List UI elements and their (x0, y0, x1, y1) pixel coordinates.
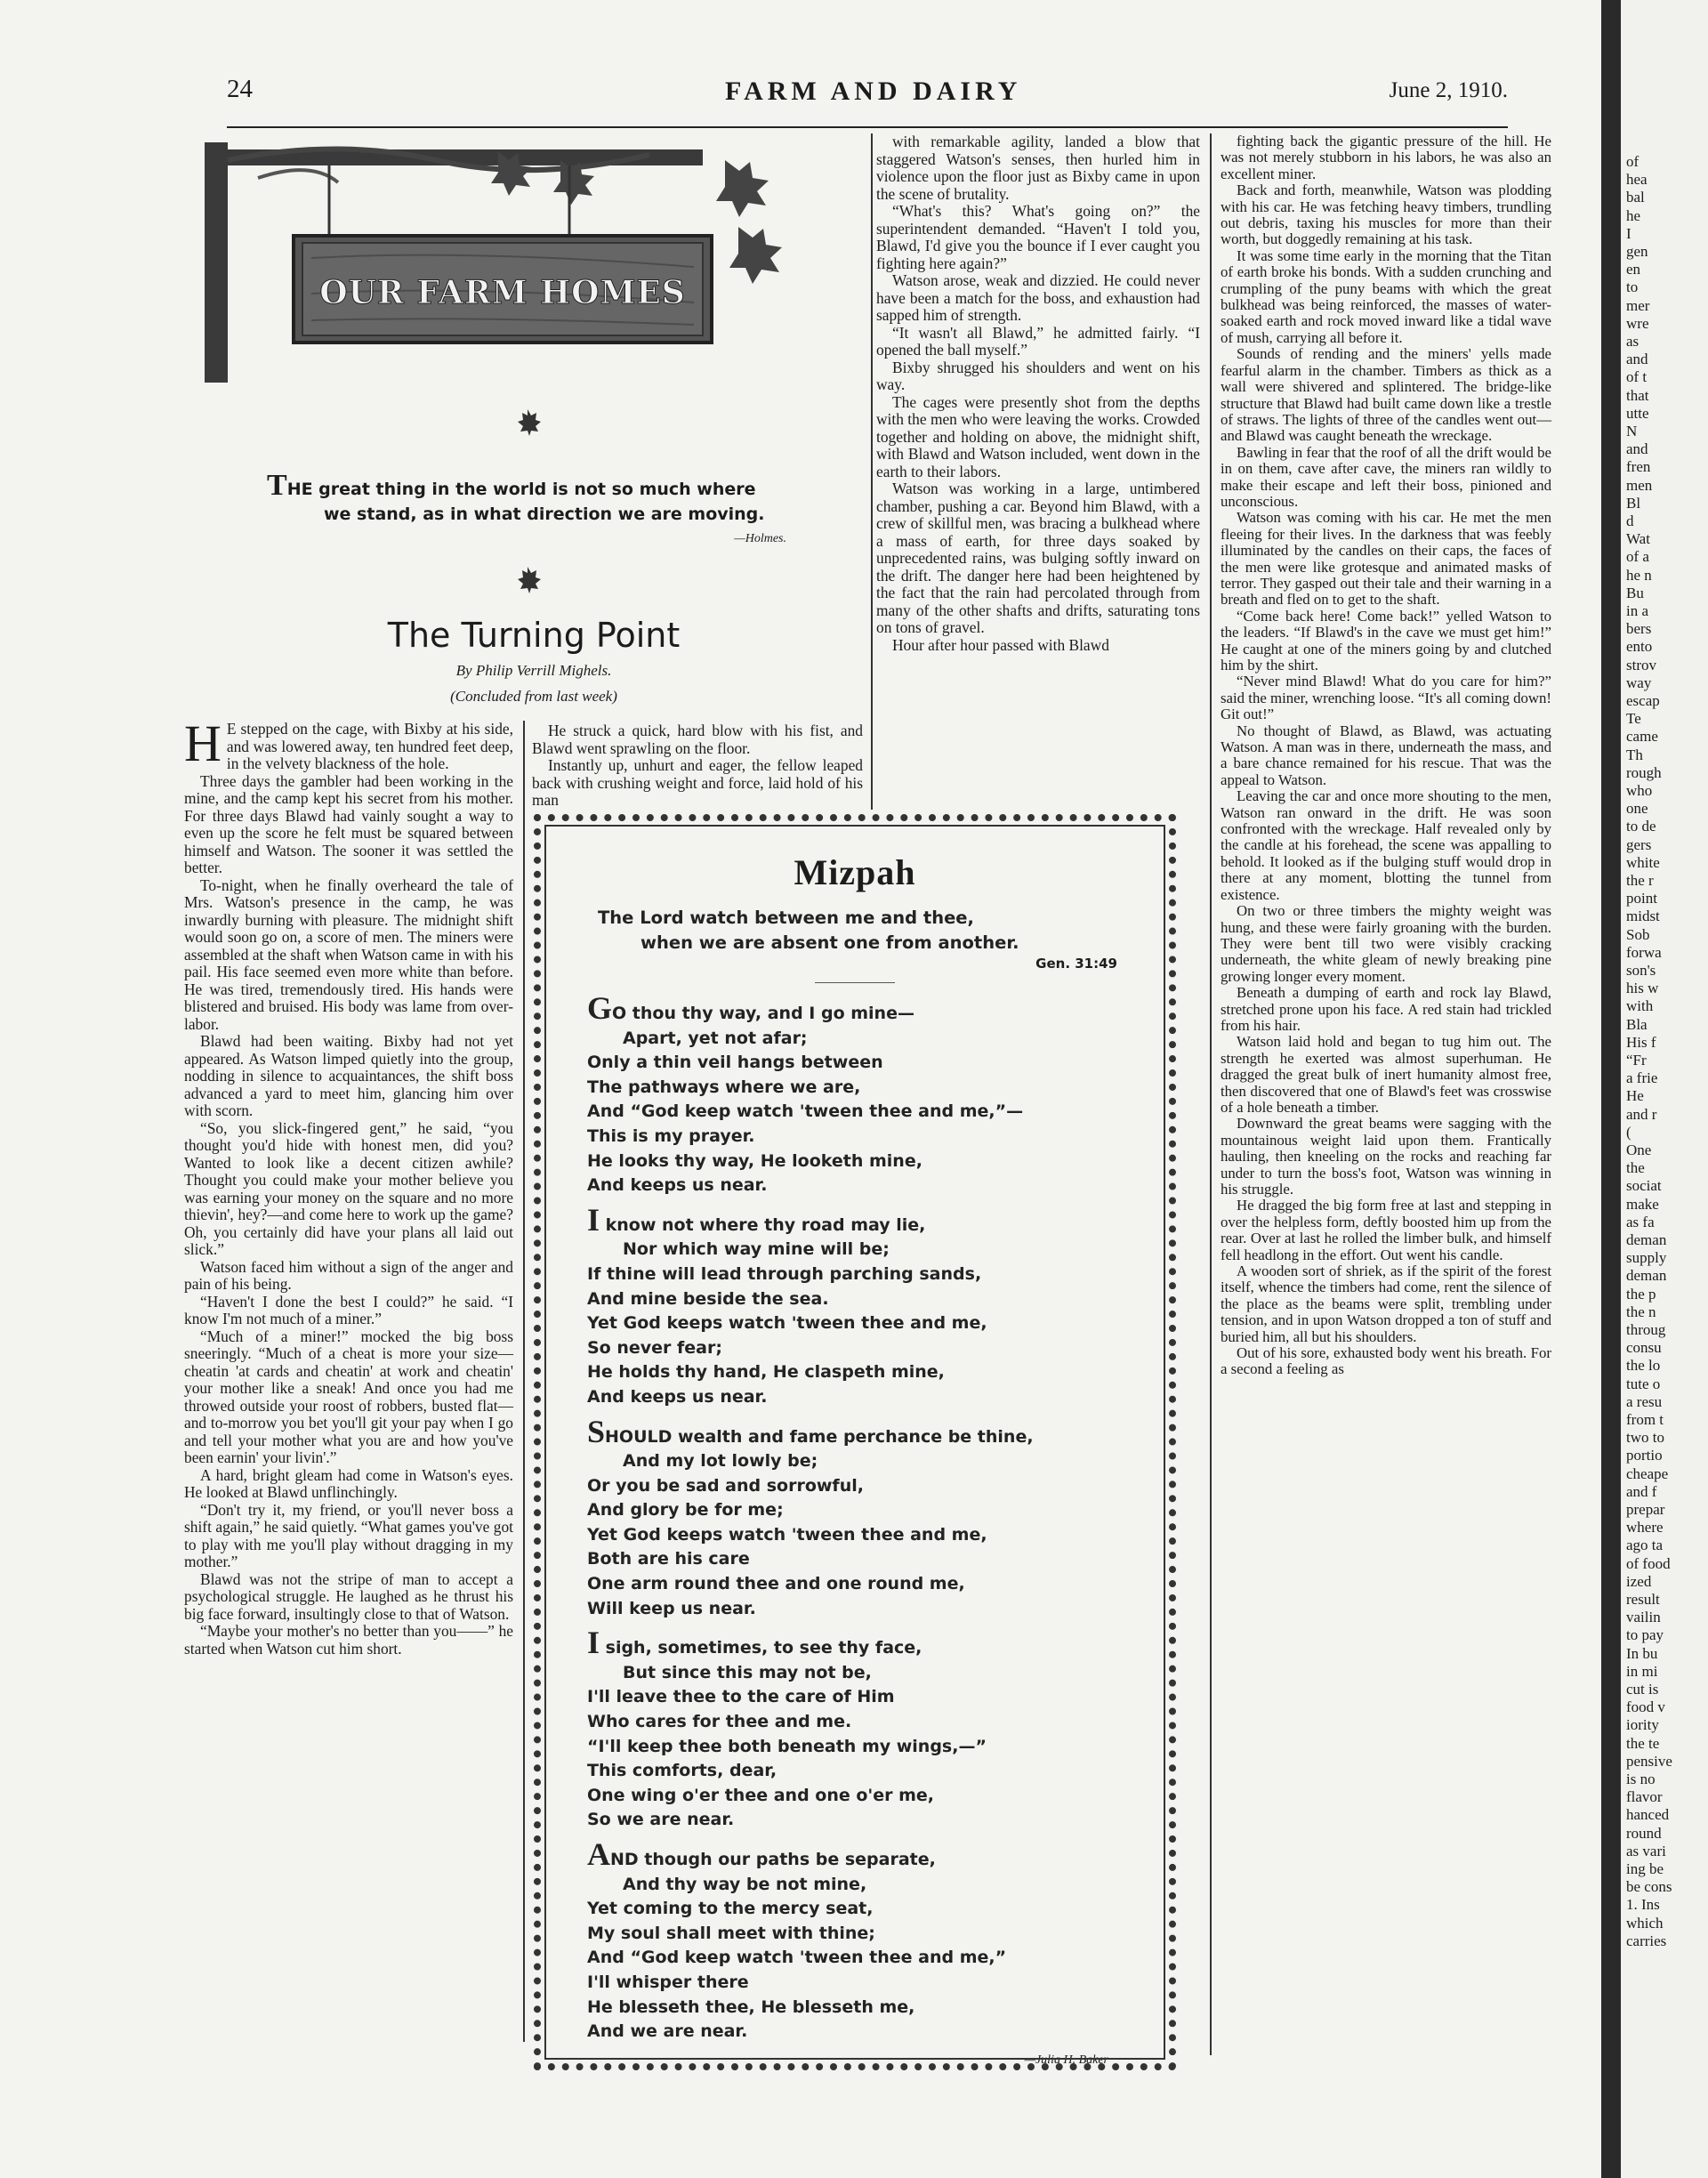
column-rule (1210, 133, 1212, 2055)
stanza-first-line (587, 1836, 1123, 1873)
adjacent-page-fragment: be cons (1626, 1878, 1672, 1896)
adjacent-page-fragment: of t (1626, 368, 1648, 386)
poem-line: Nor which way mine will be; (623, 1239, 890, 1260)
adjacent-page-fragment: rough (1626, 763, 1662, 781)
adjacent-page-fragment: make (1626, 1195, 1659, 1213)
story-paragraph: He struck a quick, hard blow with his fist, and Blawd went sprawling on the floor. (532, 722, 863, 757)
adjacent-page-fragment: a frie (1626, 1069, 1658, 1087)
adjacent-page-fragment: In bu (1626, 1644, 1658, 1662)
adjacent-page (1621, 0, 1708, 2178)
issue-date: June 2, 1910. (1389, 78, 1508, 102)
stanza-dropcap: I (587, 1625, 600, 1661)
poem-line: I'll leave thee to the care of Him (587, 1687, 895, 1707)
adjacent-page-fragment: son's (1626, 962, 1656, 979)
adjacent-page-fragment: utte (1626, 404, 1649, 422)
adjacent-page-fragment: one (1626, 800, 1648, 818)
poem-line: Yet God keeps watch 'tween thee and me, (587, 1313, 987, 1334)
story-opening: E stepped on the cage, with Bixby at his side, and was lowered away, ten hundred feet deep, in the velvety blackness of the hole. (226, 720, 513, 772)
adjacent-page-fragment: 1. Ins (1626, 1896, 1660, 1914)
story-paragraph: “Much of a miner!” mocked the big boss sneeringly. “Much of a cheat is more your size—cheatin 'at cards and cheatin' at work and cheatin' your mother like a sneak! And once you had me throwed outside your roost of robbers, busted flat—and to-morrow you bet you'll git your pay when I go and tell your mother what you are and how you've been earnin' your livin'.” (184, 1327, 513, 1466)
adjacent-page-fragment: cheape (1626, 1464, 1669, 1482)
story-paragraph: No thought of Blawd, as Blawd, was actuating Watson. A man was in there, underneath the mass, and a bare chance remained for his rescue. That was the appeal to Watson. (1221, 722, 1551, 788)
adjacent-page-fragment: the r (1626, 872, 1654, 889)
poem-line: Who cares for thee and me. (587, 1712, 852, 1732)
adjacent-page-fragment: flavor (1626, 1788, 1663, 1806)
poem-line: He looks thy way, He looketh mine, (587, 1150, 922, 1171)
poem-stanza (587, 1413, 1123, 1622)
adjacent-page-fragment: of food (1626, 1554, 1671, 1572)
adjacent-page-fragment: fren (1626, 458, 1651, 476)
story-dropcap: H (184, 714, 222, 772)
page-header (227, 71, 1508, 125)
poem-line: One arm round thee and one round me, (587, 1574, 965, 1594)
epigraph (267, 469, 801, 552)
epigraph-attribution: —Holmes. (734, 532, 786, 545)
adjacent-page-fragment: Sob (1626, 925, 1650, 943)
adjacent-page-fragment: gen (1626, 243, 1648, 260)
story-paragraph: Watson was working in a large, untimbered chamber, pushing a car. Beyond him Blawd, with a crew of skillful men, was bracing a bulkhead where a mass of earth, for three days soaked by unprecedented rains, was bulging softly inward on the drift. The danger here had been heightened by the fact that the rain had percolated through from many of the other shafts and drifts, saturating tons on tons of gravel. (876, 480, 1200, 636)
adjacent-page-fragment: pensive (1626, 1752, 1672, 1770)
story-paragraph: Watson arose, weak and dizzied. He could never have been a match for the boss, and exhaustion had sapped him of strength. (876, 271, 1200, 324)
adjacent-page-fragment: bers (1626, 620, 1652, 638)
stanza-first-line (587, 1625, 1123, 1661)
epigraph-dropcap: T (267, 469, 287, 502)
adjacent-page-fragment: N (1626, 423, 1638, 440)
poem-line: And keeps us near. (587, 1386, 768, 1407)
our-farm-homes-sign (205, 142, 792, 383)
adjacent-page-fragment: to (1626, 278, 1639, 296)
story-paragraph: Watson laid hold and began to tug him out. The strength he exerted was almost superhuman. He dragged the great bulk of inert humanity almost free, then discovered that one of Blawd's feet was crosswise of a hole beneath a timber. (1221, 1033, 1551, 1116)
adjacent-page-fragment: the te (1626, 1734, 1660, 1752)
adjacent-page-fragment: that (1626, 386, 1649, 404)
adjacent-page-fragment: white (1626, 853, 1660, 871)
story-paragraph: Downward the great beams were sagging with the mountainous weight laid upon them. Frantically hauling, then kneeling on the rocks and reaching far under to turn the boss's foot, Watson was winning in his struggle. (1221, 1115, 1551, 1198)
sign-text: OUR FARM HOMES (319, 274, 686, 311)
poem-line: And glory be for me; (587, 1500, 784, 1521)
adjacent-page-fragment: a resu (1626, 1392, 1663, 1410)
poem-line: Apart, yet not afar; (623, 1028, 808, 1048)
stanza-first-line (587, 1201, 1123, 1238)
poem-invocation (587, 906, 1123, 956)
adjacent-page-fragment: to pay (1626, 1626, 1664, 1644)
adjacent-page-fragment: consu (1626, 1339, 1662, 1357)
poem-stanza (587, 1625, 1123, 1833)
adjacent-page-fragment: of a (1626, 548, 1649, 566)
adjacent-page-fragment: throug (1626, 1321, 1666, 1338)
adjacent-page-fragment: and f (1626, 1482, 1657, 1500)
adjacent-page-fragment: Wat (1626, 530, 1650, 548)
adjacent-page-fragment: ized (1626, 1572, 1652, 1590)
adjacent-page-fragment: food v (1626, 1698, 1665, 1716)
story-paragraph: Beneath a dumping of earth and rock lay Blawd, stretched prone upon his face. A red stain had trickled from his hair. (1221, 984, 1551, 1034)
adjacent-page-fragment: and r (1626, 1105, 1657, 1123)
adjacent-page-fragment: he (1626, 206, 1641, 224)
story-paragraph: Out of his sore, exhausted body went his breath. For a second a feeling as (1221, 1344, 1551, 1378)
adjacent-page-fragment: prepar (1626, 1501, 1665, 1518)
poem-line: Or you be sad and sorrowful, (587, 1475, 864, 1496)
adjacent-page-fragment: Th (1626, 746, 1643, 763)
story-column-2 (532, 722, 863, 810)
adjacent-page-fragment: who (1626, 782, 1653, 799)
adjacent-page-fragment: round (1626, 1824, 1662, 1842)
poem-line: So we are near. (587, 1810, 735, 1830)
story-paragraph: Watson faced him without a sign of the anger and pain of his being. (184, 1257, 513, 1293)
poem-line: And thy way be not mine, (623, 1874, 867, 1894)
story-paragraph: Bawling in fear that the roof of all the drift would be in on them, cave after cave, the miners ran wildly to make their escape and left their boss, pinioned and unconscious. (1221, 443, 1551, 510)
adjacent-page-fragment: two to (1626, 1429, 1664, 1447)
poem-line: And my lot lowly be; (623, 1451, 818, 1472)
story-paragraph: To-night, when he finally overheard the tale of Mrs. Watson's presence in the camp, he was inwardly burning with pleasure. The midnight shift would soon go on, a score of men. The miners were assembled at the shaft when Watson came in with his pail. His face seemed even more white than before. He was tired, tremendously tired. His hands were blistered and bruised. His body was lame from over-labor. (184, 875, 513, 1033)
adjacent-page-fragment: escap (1626, 692, 1660, 709)
adjacent-page-fragment: the (1626, 1159, 1645, 1177)
stanza-first-line (587, 1413, 1123, 1450)
poem-line: So never fear; (587, 1337, 722, 1358)
adjacent-page-fragment: men (1626, 476, 1653, 494)
poem-line: Both are his care (587, 1549, 750, 1569)
maple-leaf-icon (514, 565, 541, 593)
poem-line: And keeps us near. (587, 1175, 768, 1196)
adjacent-page-fragment: hanced (1626, 1806, 1670, 1824)
story-paragraph: Back and forth, meanwhile, Watson was plodding with his car. He was fetching heavy timbers, trundling out debris, taxing his muscles for more than their worth, but doggedly remaining at his task. (1221, 182, 1551, 248)
story-paragraph: Blawd had been waiting. Bixby had not yet appeared. As Watson limped quietly into the group, nodding in silence to acquaintances, the shift boss advanced a yard to meet him, glancing him over with scorn. (184, 1032, 513, 1119)
story-column-3 (876, 133, 1200, 654)
poem-stanzas (587, 990, 1123, 2045)
story-paragraph: “What's this? What's going on?” the superintendent demanded. “Haven't I told you, Blawd, I'd give you the bounce if I ever caught you fighting here again?” (876, 202, 1200, 272)
adjacent-page-fragment: mer (1626, 296, 1650, 314)
epigraph-line-2: we stand, as in what direction we are moving. (324, 504, 765, 524)
adjacent-page-fragment: tute o (1626, 1375, 1661, 1392)
poem-line: My soul shall meet with thine; (587, 1923, 875, 1943)
adjacent-page-fragment: ( (1626, 1123, 1631, 1141)
mizpah-poem-box (534, 814, 1176, 2070)
adjacent-page-fragment: gers (1626, 835, 1652, 853)
story-paragraph: A wooden sort of shriek, as if the spirit of the forest itself, whence the timbers had come, rent the silence of the place as the beams were split, trembling under tension, and in upon Watson dropped a ton of stuff and buried him, all but his shoulders. (1221, 1262, 1551, 1345)
adjacent-page-fragment: Bl (1626, 494, 1641, 512)
adjacent-page-fragment: vailin (1626, 1609, 1661, 1626)
adjacent-page-fragment: ago ta (1626, 1537, 1664, 1554)
adjacent-page-fragment: Te (1626, 710, 1641, 728)
poem-line: I'll whisper there (587, 1972, 749, 1992)
story-paragraph: “Haven't I done the best I could?” he said. “I know I'm not much of a miner.” (184, 1292, 513, 1327)
adjacent-page-fragment: in a (1626, 602, 1649, 619)
adjacent-page-fragment: bal (1626, 189, 1645, 206)
column-rule (523, 721, 525, 2042)
adjacent-page-fragment: sociat (1626, 1177, 1662, 1195)
story-paragraph: Bixby shrugged his shoulders and went on his way. (876, 358, 1200, 393)
story-paragraph: The cages were presently shot from the depths with the men who were leaving the works. Crowded together and holding on above, the midnight shift, with Blawd and Watson included, went down in the earth to their labors. (876, 392, 1200, 480)
stanza-first-line-text: HOULD wealth and fame perchance be thine, (605, 1426, 1034, 1447)
adjacent-page-fragment: the p (1626, 1285, 1656, 1303)
adjacent-page-fragment: portio (1626, 1447, 1663, 1464)
story-paragraph: “Maybe your mother's no better than you——” he started when Watson cut him short. (184, 1622, 513, 1658)
story-paragraph: It was some time early in the morning that the Titan of earth broke his bonds. With a sudden crunching and crumpling of the puny beams with which the great bulkhead was being reinforced, the masses of water-soaked earth and rock moved inward like a tidal wave of mush, carrying all before it. (1221, 246, 1551, 346)
adjacent-page-fragment: supply (1626, 1249, 1667, 1267)
story-paragraph: Hour after hour passed with Blawd (892, 635, 1109, 654)
story-paragraph: Leaving the car and once more shouting to the men, Watson ran onward in the drift. He was soon confronted with the wreckage. Half revealed only by the candle at his forehead, the scene was appalling to behold. It looked as if the bulging stuff would drop in there at any moment, blotting the tunnel from existence. (1221, 787, 1551, 903)
maple-leaf-icon (514, 407, 541, 436)
story-paragraph: Blawd was not the stripe of man to accept a psychological struggle. He laughed as he thrust his big face forward, insultingly close to that of Watson. (184, 1569, 513, 1623)
adjacent-page-fragment: One (1626, 1141, 1652, 1158)
story-paragraph: “Never mind Blawd! What do you care for him?” said the miner, wrenching loose. “It's all coming down! Git out!” (1221, 673, 1551, 723)
poem-line: Only a thin veil hangs between (587, 1053, 883, 1073)
poem-line: Will keep us near. (587, 1598, 756, 1618)
adjacent-page-fragment: hea (1626, 171, 1648, 189)
epigraph-line-1: HE great thing in the world is not so much where (286, 480, 756, 499)
adjacent-page-fragment: is no (1626, 1771, 1656, 1787)
poem-line: This is my prayer. (587, 1125, 755, 1146)
page-number: 24 (227, 75, 253, 103)
stanza-dropcap: G (587, 990, 613, 1026)
stanza-first-line (587, 990, 1123, 1027)
adjacent-page-fragment: way (1626, 674, 1652, 691)
story-paragraph: with remarkable agility, landed a blow that staggered Watson's senses, then hurled him in violence upon the floor just as Bixby came in upon the scene of brutality. (876, 133, 1200, 203)
adjacent-page-fragment: and (1626, 440, 1648, 458)
poem-stanza (587, 990, 1123, 1198)
story-paragraph: He dragged the big form free at last and stepping in over the helpless form, deftly boosted him up from the rear. Over at last he rolled the limber bulk, and himself fell headlong in the effort. Out went his candle. (1221, 1197, 1551, 1263)
poem-stanza (587, 1201, 1123, 1410)
header-rule (227, 126, 1508, 128)
poem-line: And mine beside the sea. (587, 1288, 829, 1309)
adjacent-page-fragment: as (1626, 333, 1640, 350)
story-paragraph: fighting back the gigantic pressure of the hill. He was not merely stubborn in his labors, he was also an excellent miner. (1221, 133, 1551, 182)
poem-line: Yet coming to the mercy seat, (587, 1899, 874, 1919)
adjacent-page-fragment: to de (1626, 818, 1656, 835)
adjacent-page-fragment: His f (1626, 1033, 1656, 1051)
stanza-first-line-text: know not where thy road may lie, (600, 1214, 926, 1235)
adjacent-page-fragment: of (1626, 153, 1640, 170)
adjacent-page-fragment: the lo (1626, 1357, 1661, 1375)
invocation-line-1: The Lord watch between me and thee, (598, 908, 974, 928)
stanza-first-line-text: ND though our paths be separate, (610, 1850, 936, 1869)
poem-line: The pathways where we are, (587, 1077, 861, 1097)
story-title: The Turning Point (387, 616, 681, 655)
adjacent-page-fragment: deman (1626, 1267, 1667, 1285)
adjacent-page-fragment: deman (1626, 1231, 1667, 1248)
adjacent-page-fragment: as fa (1626, 1213, 1655, 1230)
story-paragraph: On two or three timbers the mighty weight was hung, and these were fairly groaning with the burden. They were bent till two were visibly cracking underneath, the white gleam of newly breaking pine growing longer every moment. (1221, 902, 1551, 985)
adjacent-page-fragment: midst (1626, 908, 1660, 925)
poem-separator (815, 982, 895, 983)
story-column-4 (1221, 133, 1551, 1378)
adjacent-page-fragment: ento (1626, 638, 1653, 656)
adjacent-page-fragment: where (1626, 1519, 1664, 1537)
poem-line: He blesseth thee, He blesseth me, (587, 1996, 915, 2017)
adjacent-page-fragment: Bu (1626, 584, 1644, 601)
adjacent-page-fragment: d (1626, 512, 1634, 529)
adjacent-page-fragment: result (1626, 1591, 1660, 1608)
adjacent-page-fragment: in mi (1626, 1662, 1658, 1680)
adjacent-page-fragment: wre (1626, 314, 1649, 332)
story-paragraph: “Come back here! Come back!” yelled Watson to the leaders. “If Blawd's in the cave we must get him!” He caught at one of the miners going by and clutched him by the shirt. (1221, 607, 1551, 674)
poem-line: He holds thy hand, He claspeth mine, (587, 1362, 945, 1383)
poem-author: —Julia H. Baker (1024, 2053, 1108, 2067)
adjacent-page-fragment: “Fr (1626, 1052, 1647, 1069)
adjacent-page-fragment: ing be (1626, 1860, 1664, 1877)
adjacent-page-fragment: point (1626, 890, 1657, 908)
poem-stanza (587, 1836, 1123, 2045)
adjacent-page-fragment: en (1626, 261, 1641, 278)
story-paragraph: Three days the gambler had been working in the mine, and the camp kept his secret from his mother. For three days Blawd had vainly sought a way to even up the score he felt must be squared between himself and Watson. The sooner it was settled the better. (184, 771, 513, 876)
adjacent-page-fragment: cut is (1626, 1681, 1659, 1698)
adjacent-page-fragment: he n (1626, 566, 1652, 584)
invocation-line-2: when we are absent one from another. (640, 932, 1019, 953)
story-column-1 (184, 714, 513, 1658)
adjacent-page-fragment: forwa (1626, 943, 1662, 961)
poem-line: This comforts, dear, (587, 1761, 777, 1781)
adjacent-page-fragment: which (1626, 1914, 1664, 1932)
poem-line: “I'll keep thee both beneath my wings,—” (587, 1736, 987, 1756)
stanza-dropcap: I (587, 1201, 600, 1238)
story-paragraph: Sounds of rending and the miners' yells made fearful alarm in the chamber. Timbers as thick as a wall were shivered and splintered. The bridge-like structure that Blawd had built came down like a trestle of straws. The lights of three of the candles went out—and Blawd was caught beneath the wreckage. (1221, 345, 1551, 445)
story-paragraph: A hard, bright gleam had come in Watson's eyes. He looked at Blawd unflinchingly. (184, 1465, 513, 1501)
adjacent-page-fragment: I (1626, 224, 1631, 242)
adjacent-page-fragment: from t (1626, 1411, 1664, 1428)
story-continuation-note: (Concluded from last week) (450, 688, 617, 705)
poem-line: And “God keep watch 'tween thee and me,” (587, 1948, 1007, 1968)
story-paragraph: Watson was coming with his car. He met the men fleeing for their lives. In the darkness that was feebly illuminated by the candles on their caps, the faces of the men were like grotesque and animated masks of terror. They gasped out their tale and their warning in a breath and fled on to get to the shaft. (1221, 509, 1551, 609)
adjacent-page-fragment: his w (1626, 980, 1659, 997)
adjacent-page-fragment: as vari (1626, 1842, 1666, 1859)
stanza-dropcap: A (587, 1836, 610, 1872)
adjacent-page-fragment: He (1626, 1087, 1644, 1105)
story-paragraph: “Don't try it, my friend, or you'll never boss a shift again,” he said quietly. “What games you've got to play with me you'll play without dragging in my mother.” (184, 1500, 513, 1570)
stanza-first-line-text: O thou thy way, and I go mine— (612, 1004, 914, 1023)
story-paragraph: “It wasn't all Blawd,” he admitted fairly. “I opened the ball myself.” (876, 323, 1200, 359)
adjacent-page-fragment: came (1626, 728, 1658, 746)
stanza-dropcap: S (587, 1413, 606, 1449)
poem-title: Mizpah (794, 852, 916, 892)
publication-title: FARM AND DAIRY (725, 77, 1022, 106)
stanza-first-line-text: sigh, sometimes, to see thy face, (600, 1638, 922, 1658)
adjacent-page-fragment: carries (1626, 1932, 1667, 1949)
poem-line: And we are near. (587, 2021, 748, 2042)
poem-line: If thine will lead through parching sands, (587, 1263, 982, 1284)
story-paragraph: “So, you slick-fingered gent,” he said, “you thought you'd hide with honest men, did you? Wanted to look like a decent citizen awhile? Thought you could make your mother believe you was earning your money on the square and no more thievin', hey?—and come here to work up the game? Oh, you certainly did have your plans all laid out slick.” (184, 1118, 513, 1258)
story-paragraph: Instantly up, unhurt and eager, the fellow leaped back with crushing weight and force, laid hold of his man (532, 756, 863, 809)
adjacent-page-fragment: iority (1626, 1716, 1659, 1734)
poem-line: But since this may not be, (623, 1662, 872, 1682)
adjacent-page-fragment: the n (1626, 1303, 1656, 1320)
adjacent-page-fragment: Bla (1626, 1015, 1648, 1033)
poem-line: One wing o'er thee and one o'er me, (587, 1785, 935, 1805)
page-gutter (1601, 0, 1621, 2178)
column-rule (871, 133, 873, 810)
adjacent-page-fragment: with (1626, 997, 1654, 1015)
story-byline: By Philip Verrill Mighels. (455, 662, 612, 679)
poem-line: Yet God keeps watch 'tween thee and me, (587, 1524, 987, 1545)
adjacent-page-fragment: and (1626, 351, 1648, 368)
poem-line: And “God keep watch 'tween thee and me,”— (587, 1101, 1024, 1122)
adjacent-page-fragment: strov (1626, 656, 1656, 674)
scripture-reference: Gen. 31:49 (1035, 956, 1117, 972)
